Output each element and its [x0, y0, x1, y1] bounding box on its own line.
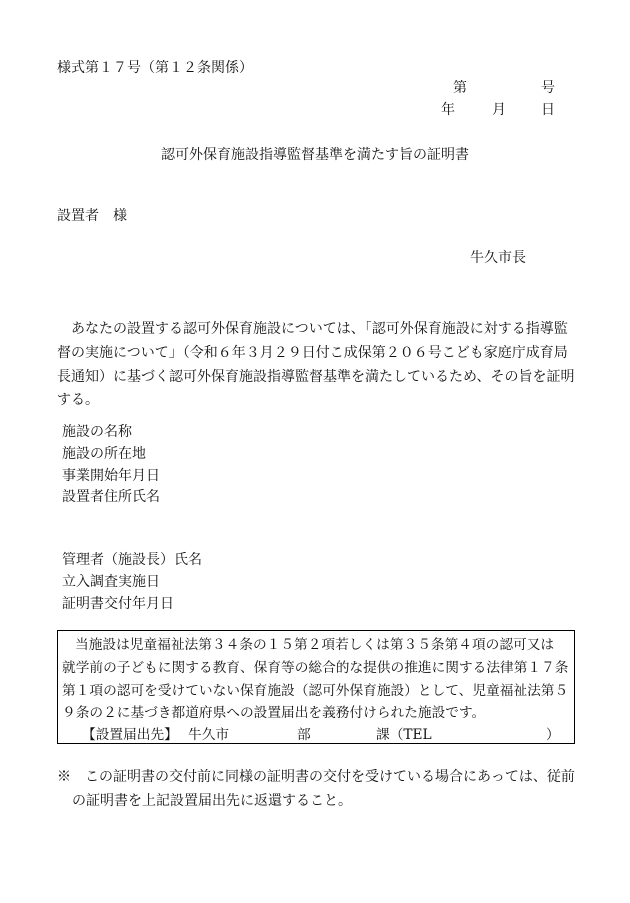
footnote-line: の証明書を上記設置届出先に返還すること。: [72, 793, 352, 809]
issuer: 牛久市長: [470, 250, 526, 266]
field-issue-date: 証明書交付年月日: [62, 596, 174, 612]
field-facility-name: 施設の名称: [62, 424, 132, 440]
notice-line: ９条の２に基づき都道府県への設置届出を義務付けられた施設です。: [62, 705, 486, 721]
document-number-suffix: 号: [541, 80, 555, 96]
field-facility-address: 施設の所在地: [62, 446, 146, 462]
contact-department: 部: [297, 727, 311, 743]
notice-line: 第１項の認可を受けていない保育施設（認可外保育施設）として、児童福祉法第５: [62, 683, 569, 699]
field-start-date: 事業開始年月日: [62, 468, 160, 484]
contact-section-tel: 課（TEL: [376, 727, 432, 743]
notice-line: 就学前の子どもに関する教育、保育等の総合的な提供の推進に関する法律第１７条: [62, 660, 569, 676]
form-number: 様式第１７号（第１２条関係）: [57, 60, 253, 76]
body-line: あなたの設置する認可外保育施設については、「認可外保育施設に対する指導監: [71, 321, 568, 337]
document-title: 認可外保育施設指導監督基準を満たす旨の証明書: [161, 147, 469, 163]
field-manager-name: 管理者（施設長）氏名: [62, 552, 202, 568]
footnote-line: ※ この証明書の交付前に同様の証明書の交付を受けている場合にあっては、従前: [57, 769, 575, 785]
addressee: 設置者 様: [57, 208, 127, 224]
contact-label: 【設置届出先】: [82, 727, 178, 743]
date-day: 日: [541, 102, 555, 118]
contact-close-paren: ）: [546, 727, 560, 743]
body-line: 長通知）に基づく認可外保育施設指導監督基準を満たしているため、その旨を証明: [57, 369, 575, 385]
date-month: 月: [492, 102, 506, 118]
date-year: 年: [441, 102, 455, 118]
notice-line: 当施設は児童福祉法第３４条の１５第２項若しくは第３５条第４項の認可又は: [75, 637, 555, 653]
contact-city: 牛久市: [188, 727, 230, 743]
body-line: する。: [57, 392, 99, 408]
document-number-prefix: 第: [453, 80, 467, 96]
field-inspection-date: 立入調査実施日: [62, 574, 160, 590]
field-founder: 設置者住所氏名: [62, 489, 160, 505]
body-line: 督の実施について」（令和６年３月２９日付こ成保第２０６号こども家庭庁成育局: [57, 345, 568, 361]
